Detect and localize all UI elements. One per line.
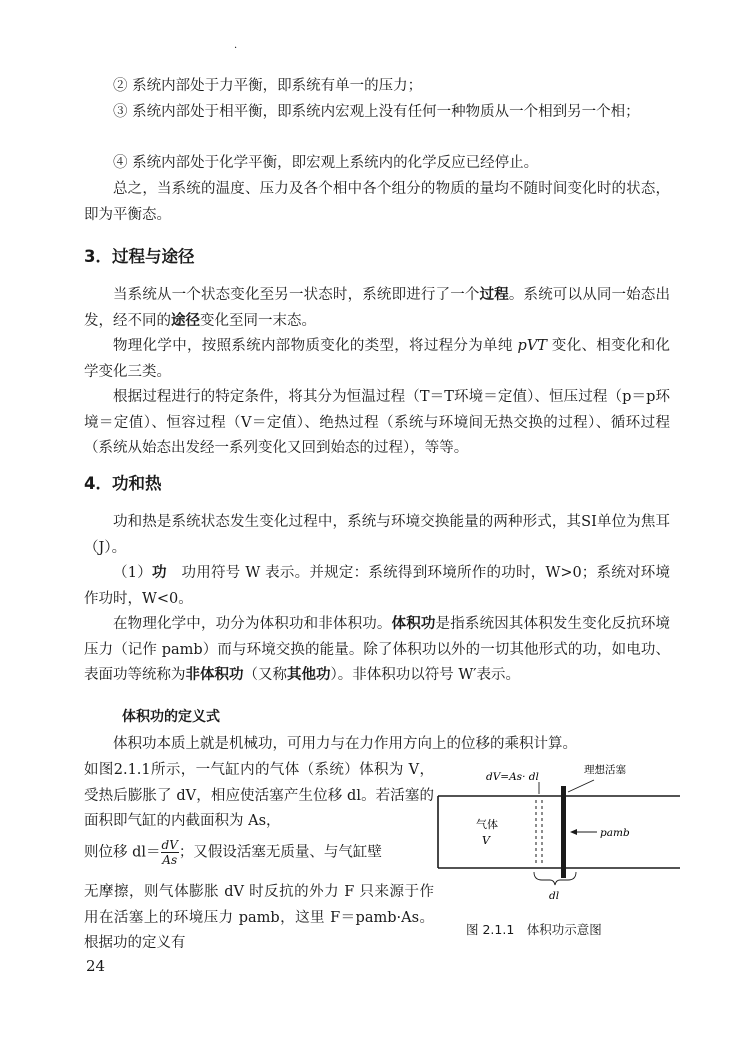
mechanical-work-paragraph: 体积功本质上就是机械功，可用力与在力作用方向上的位移的乘积计算。 bbox=[113, 736, 577, 752]
dv-label: dV=As· dl bbox=[486, 771, 539, 783]
ideal-piston bbox=[561, 786, 566, 878]
volume-work-paragraph: 在物理化学中，功分为体积功和非体积功。体积功是指系统因其体积发生变化反抗环境压力（记作 pamb）而与环境交换的能量。除了体积功以外的一切其他形式的功，如电功、表面功等统称为非体积功（又称其他功）。非体积功以符号 W′表示。 bbox=[84, 616, 671, 683]
equilibrium-item-phase: ③ 系统内部处于相平衡，即系统内宏观上没有任何一种物质从一个相到另一个相； bbox=[113, 104, 640, 120]
equilibrium-summary: 总之，当系统的温度、压力及各个相中各个组分的物质的量均不随时间变化时的状态，即为平衡态。 bbox=[84, 181, 670, 223]
stray-mark: · bbox=[234, 43, 238, 54]
term-process: 过程 bbox=[479, 287, 509, 303]
volume-work-diagram bbox=[434, 760, 684, 940]
displacement-formula-line: 则位移 dl＝ $\frac{dV}{As}$ ；又假设活塞无质量、与气缸壁 bbox=[84, 838, 382, 867]
process-conditions-paragraph: 根据过程进行的特定条件，将其分为恒温过程（T＝T环境＝定值）、恒压过程（p＝p环境＝定值）、恒容过程（V＝定值）、绝热过程（系统与环境间无热交换的过程）、循环过程（系统从始态出发经一系列变化又回到始态的过程），等等。 bbox=[84, 389, 670, 456]
cylinder-description-paragraph: 如图2.1.1所示，一气缸内的气体（系统）体积为 V，受热后膨胀了 dV，相应使活塞产生位移 dl。若活塞的面积即气缸的内截面积为 As， bbox=[84, 762, 434, 829]
gas-label: 气体 bbox=[476, 818, 498, 831]
process-classification-paragraph: 物理化学中，按照系统内部物质变化的类型，将过程分为单纯 pVT 变化、相变化和化学变化三类。 bbox=[84, 338, 671, 380]
pamb-label: pamb bbox=[600, 827, 630, 839]
piston-label-leader bbox=[568, 780, 594, 792]
term-path: 途径 bbox=[171, 312, 200, 329]
dl-label: dl bbox=[549, 890, 560, 902]
term-volume-work: 体积功 bbox=[391, 616, 436, 632]
term-non-volume-work: 非体积功 bbox=[185, 667, 244, 683]
term-work: 功 bbox=[152, 565, 167, 581]
figure-caption: 图 2.1.1 体积功示意图 bbox=[466, 922, 602, 937]
dl-brace bbox=[534, 872, 576, 885]
equilibrium-item-chemical: ④ 系统内部处于化学平衡，即宏观上系统内的化学反应已经停止。 bbox=[113, 155, 539, 171]
pamb-arrowhead bbox=[570, 829, 577, 835]
process-definition-paragraph: 当系统从一个状态变化至另一状态时，系统即进行了一个过程。系统可以从同一始态出发，经不同的途径变化至同一末态。 bbox=[84, 287, 671, 329]
volume-label: V bbox=[482, 834, 490, 847]
work-heat-definition-paragraph: 功和热是系统状态发生变化过程中，系统与环境交换能量的两种形式，其SI单位为焦耳（J）。 bbox=[84, 514, 670, 556]
fraction-dv-over-as: $\frac{dV}{As}$ bbox=[161, 838, 178, 867]
section-heading-process-path: 3．过程与途径 bbox=[84, 247, 195, 266]
subheading-volume-work-definition: 体积功的定义式 bbox=[122, 709, 220, 725]
piston-label: 理想活塞 bbox=[584, 764, 626, 776]
external-force-paragraph: 无摩擦，则气体膨胀 dV 时反抗的外力 F 只来源于作用在活塞上的环境压力 pamb，这里 F＝pamb·As。根据功的定义有 bbox=[84, 884, 434, 951]
page-number: 24 bbox=[86, 957, 106, 975]
equilibrium-item-force: ② 系统内部处于力平衡，即系统有单一的压力； bbox=[113, 78, 423, 94]
section-heading-work-heat: 4．功和热 bbox=[84, 474, 162, 493]
term-other-work: 其他功 bbox=[287, 667, 331, 683]
work-sign-convention-paragraph: （1）功 功用符号 W 表示。并规定：系统得到环境所作的功时，W>0；系统对环境作功时，W<0。 bbox=[84, 565, 671, 607]
